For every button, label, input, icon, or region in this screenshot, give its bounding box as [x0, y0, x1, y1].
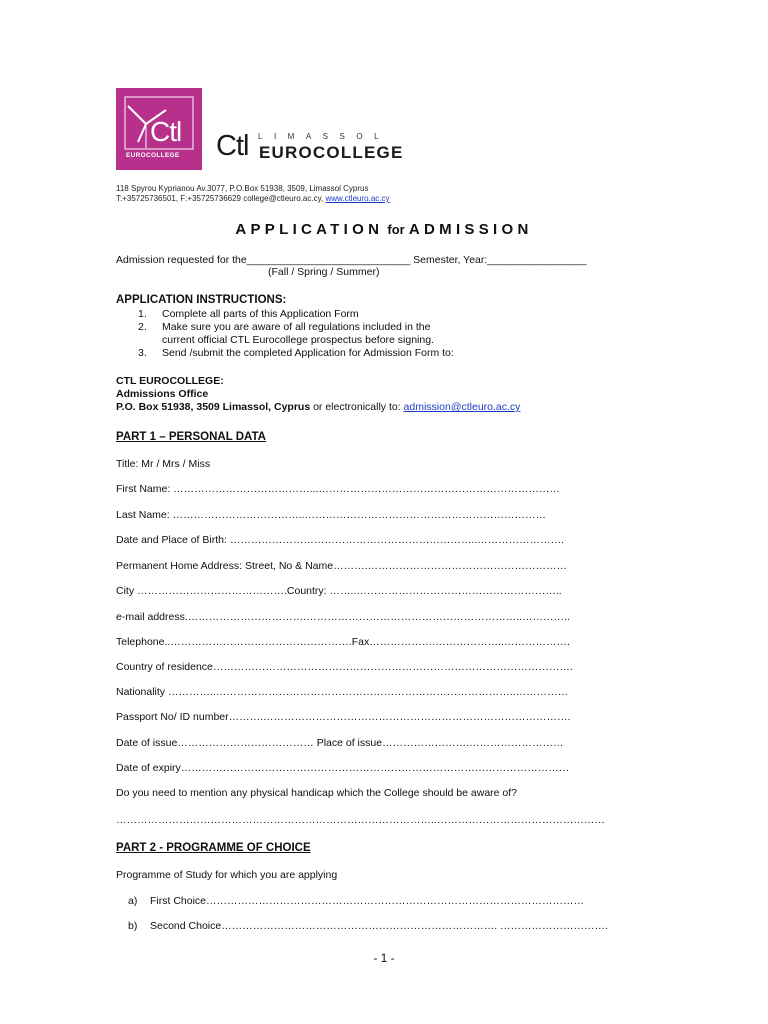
- title-field[interactable]: Title: Mr / Mrs / Miss: [116, 458, 211, 470]
- brand-ctl: Ctl: [216, 130, 249, 162]
- instruction-text: current official CTL Eurocollege prospectus before signing.: [162, 334, 434, 346]
- passport-field[interactable]: Passport No/ ID number……….…………………………………………………………………………….: [116, 711, 571, 723]
- brand-eurocollege: EUROCOLLEGE: [259, 143, 404, 162]
- birth-field[interactable]: Date and Place of Birth: ……………………………………………………………..…………………….: [116, 534, 565, 546]
- eurocollege-logo: [116, 88, 202, 170]
- nationality-field[interactable]: Nationality …………..…………………………………………………………………………..……………: [116, 686, 569, 698]
- home-address-field[interactable]: Permanent Home Address: Street, No & Name……….…………………………………………………: [116, 560, 568, 572]
- page-title: [0, 221, 768, 238]
- city-country-field[interactable]: City …………………………………….Country: ……..…………………………………………………..: [116, 585, 562, 597]
- admission-email-link[interactable]: admission@ctleuro.ac.cy: [403, 401, 521, 413]
- logo-eurocollege-text: EUROCOLLEGE: [126, 152, 180, 159]
- programme-intro: Programme of Study for which you are applying: [116, 869, 338, 881]
- title-admission: ADMISSION: [408, 221, 533, 238]
- last-name-field[interactable]: Last Name: ………………………………..……………………………………………………………: [116, 509, 546, 521]
- telephone-fax-field[interactable]: Telephone..…………………………………………….Fax……………….………………..……………….: [116, 636, 570, 648]
- handicap-question: Do you need to mention any physical handicap which the College should be aware of?: [116, 787, 518, 799]
- admission-request-line: Admission requested for the____________________________ Semester, Year:_________________: [116, 254, 587, 266]
- contact-or-text: or electronically to:: [310, 401, 404, 413]
- brand-limassol: LIMASSOL: [258, 132, 391, 141]
- address-line-1: 118 Spyrou Kyprianou Av.3077, P.O.Box 51938, 3509, Limassol Cyprus: [116, 184, 369, 193]
- contact-numbers: T:+35725736501, F:+35725736629 college@ctleuro.ac.cy,: [116, 194, 326, 203]
- instruction-text: Complete all parts of this Application Form: [162, 308, 359, 320]
- instruction-text: Make sure you are aware of all regulations included in the: [162, 321, 431, 333]
- second-choice-field[interactable]: Second Choice……………………………………………………………………. ………………………….: [150, 920, 608, 932]
- semester-options: (Fall / Spring / Summer): [268, 266, 380, 278]
- title-application: APPLICATION: [235, 221, 384, 238]
- email-field[interactable]: e-mail address.…………………………….……………………………………………………..…………..: [116, 611, 570, 623]
- instructions-heading: APPLICATION INSTRUCTIONS:: [116, 294, 287, 306]
- first-choice-field[interactable]: First Choice………………………………………………………………………………………………: [150, 895, 585, 907]
- handicap-answer-field[interactable]: ………………………………………………………………………………..…………………………………………: [116, 814, 605, 826]
- part1-heading: PART 1 – PERSONAL DATA: [116, 431, 266, 443]
- page-number: - 1 -: [373, 951, 395, 965]
- choice-label: b): [128, 920, 138, 932]
- address-line-2: [116, 194, 390, 203]
- contact-address: P.O. Box 51938, 3509 Limassol, Cyprus: [116, 401, 311, 413]
- contact-name: CTL EUROCOLLEGE:: [116, 375, 224, 387]
- expiry-field[interactable]: Date of expiry…………………………………………………………………………………………………: [116, 762, 570, 774]
- contact-office: Admissions Office: [116, 388, 209, 400]
- country-of-residence-field[interactable]: Country of residence………………………………………………………………………………………….: [116, 661, 573, 673]
- title-for: for: [387, 222, 405, 237]
- instruction-text: Send /submit the completed Application for Admission Form to:: [162, 347, 454, 359]
- instruction-num: 2.: [138, 321, 147, 333]
- choice-label: a): [128, 895, 138, 907]
- contact-address-line: [116, 401, 520, 413]
- instruction-num: 1.: [138, 308, 147, 320]
- first-name-field[interactable]: First Name: …………………………………...……………………………………………………………: [116, 483, 560, 495]
- website-link[interactable]: www.ctleuro.ac.cy: [325, 194, 390, 203]
- part2-heading: PART 2 - PROGRAMME OF CHOICE: [116, 842, 311, 854]
- logo-ctl-text: Ctl: [150, 116, 182, 147]
- instruction-num: 3.: [138, 347, 147, 359]
- issue-field[interactable]: Date of issue………………………………… Place of issue…………………….………………………: [116, 737, 564, 749]
